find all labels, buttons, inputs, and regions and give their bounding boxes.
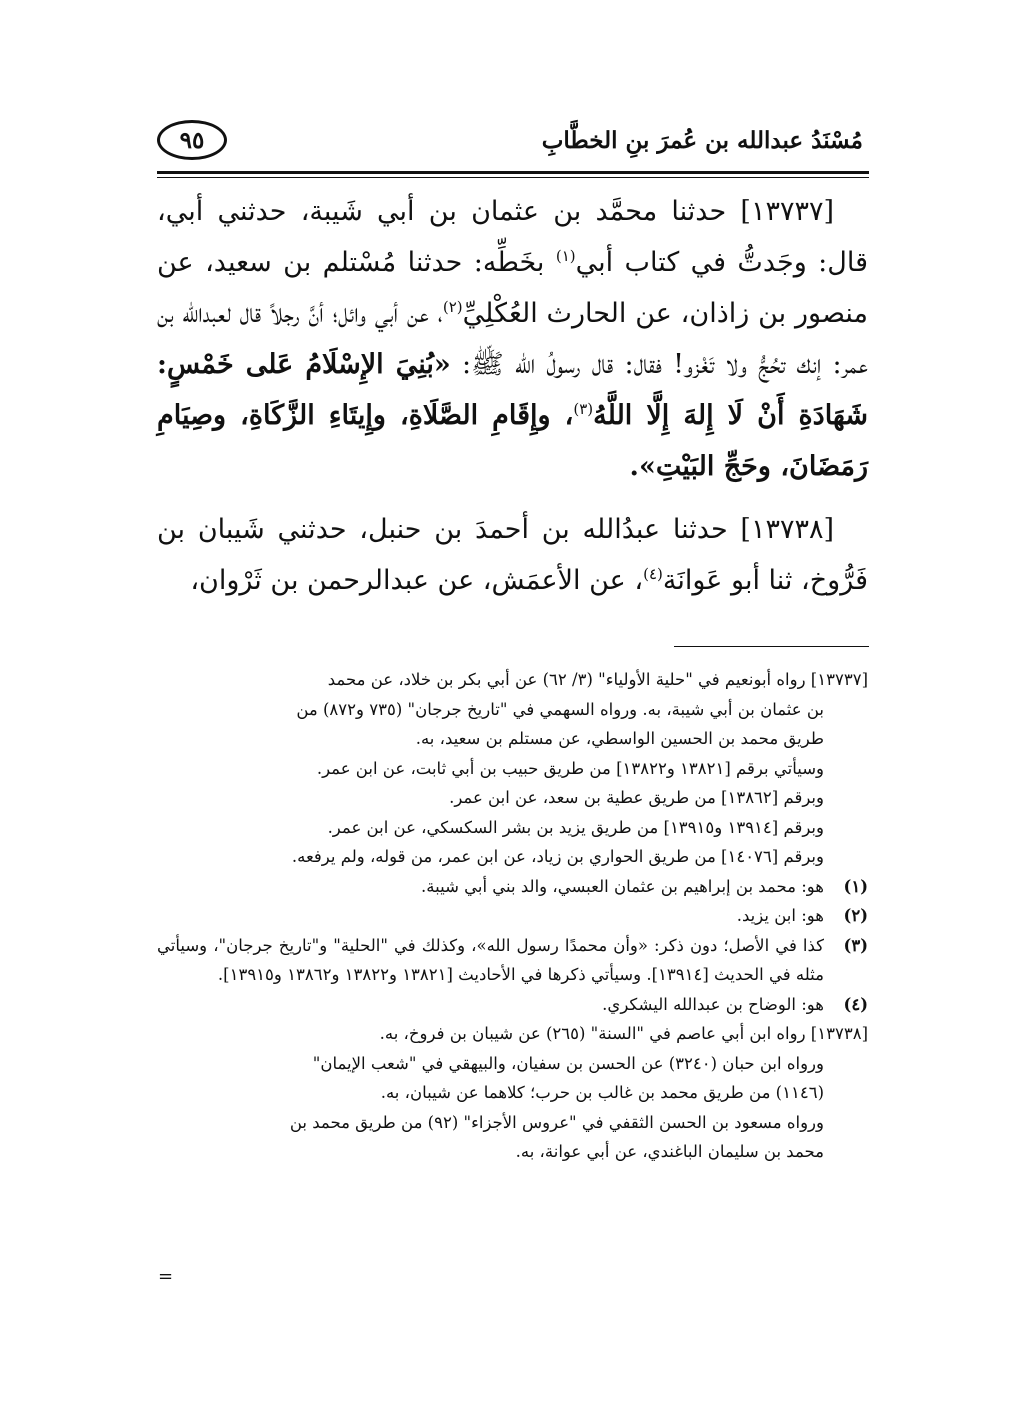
footnote-line: ورواه مسعود بن الحسن الثقفي في "عروس الأجزاء" (٩٢) من طريق محمد بن [289, 1112, 824, 1132]
hadith-13737 [157, 186, 868, 492]
main-text [157, 186, 868, 618]
footnote-label: (٢) [843, 906, 868, 925]
footnote-4 [157, 990, 868, 1020]
continuation-mark: = [158, 1266, 174, 1287]
footnote-line: ورواه ابن حبان (٣٢٤٠) عن الحسن بن سفيان، والبيهقي في "شعب الإيمان" [312, 1053, 824, 1073]
footnote-line: طريق محمد بن الحسين الواسطي، عن مستلم بن سعيد، به. [415, 729, 824, 748]
footnote-ref: (٢) [442, 298, 463, 316]
prophetic-quote: ، وإِقَامِ الصَّلَاةِ، وإِيتَاءِ الزَّكَاةِ، وصِيَامِ رَمَضَانَ، وحَجِّ البَيْتِ». [157, 400, 868, 482]
hadith-number: [١٣٧٣٨] [740, 514, 834, 545]
footnote-line: وبرقم [١٤٠٧٦] من طريق الحواري بن زياد، عن ابن عمر، من قوله، ولم يرفعه. [291, 847, 824, 866]
footnote-3 [157, 931, 868, 990]
footnote-text: هو: محمد بن إبراهيم بن عثمان العبسي، والد بني أبي شيبة. [421, 876, 824, 896]
footnote-ref: (٤) [643, 565, 663, 583]
footnote-label: (٣) [843, 935, 868, 955]
footnote-text: هو: ابن يزيد. [736, 906, 824, 925]
footnotes [157, 665, 868, 1167]
footnote-text: كذا في الأصل؛ دون ذكر: «وأن محمدًا رسول الله»، وكذلك في "الحلية" و"تاريخ جرجان"، وسيأتي مثله في الحديث [١٣٩١٤]. وسيأتي ذكرها في الأحاديث [١٣٨٢١ و١٣٨٢٢ و١٣٨٦٢ و١٣٩١٥]. [157, 935, 824, 984]
hadith-text: بخَطِّه: حدثنا مُسْتلم بن سعيد، عن منصور بن زاذان، عن الحارث العُكْلِيِّ [157, 247, 868, 329]
header-rule-thick [157, 171, 869, 174]
hadith-13738 [157, 504, 868, 606]
hadith-text: ، عن أبي وائل؛ أنَّ رجلاً قال لعبدالله بن عمر: إنك تحُجُّ ولا تَغْزو! فقال: قال رسولُ الله ﷺ: [157, 298, 868, 380]
footnote-line: وبرقم [١٣٩١٤ و١٣٩١٥] من طريق يزيد بن بشر السكسكي، عن ابن عمر. [327, 817, 824, 837]
page-number-oval [157, 120, 227, 160]
footnote-line: (١١٤٦) من طريق محمد بن غالب بن حرب؛ كلاهما عن شيبان، به. [380, 1083, 824, 1102]
running-header-title: مُسْنَدُ عبدالله بن عُمرَ بنِ الخطَّابِ [541, 127, 863, 154]
footnote-ref: (٣) [573, 400, 594, 418]
footnote-line: وبرقم [١٣٨٦٢] من طريق عطية بن سعد، عن ابن عمر. [449, 788, 824, 807]
hadith-text: ، عن الأعمَش، عن عبدالرحمن بن ثَرْوان، [190, 565, 644, 596]
footnote-label: (١) [843, 876, 868, 896]
footnote-line: [١٣٧٣٨] رواه ابن أبي عاصم في "السنة" (٢٦٥) عن شيبان بن فروخ، به. [379, 1024, 868, 1043]
footnote-ref: (١) [555, 247, 576, 265]
footnote-text: هو: الوضاح بن عبدالله اليشكري. [602, 994, 824, 1014]
footnote-line: [١٣٧٣٧] رواه أبونعيم في "حلية الأولياء" (٣/ ٦٢) عن أبي بكر بن خلاد، عن محمد [327, 670, 868, 689]
footnote-1 [157, 872, 868, 902]
footnote-separator [674, 646, 869, 647]
footnote-line: بن عثمان بن أبي شيبة، به. ورواه السهمي في "تاريخ جرجان" (٧٣٥ و٨٧٢) من [296, 699, 824, 719]
hadith-text: حدثنا محمَّد بن عثمان بن أبي شَيبة، حدثني أبي، قال: وجَدتُّ في كتاب أبي [157, 196, 868, 278]
hadith-number: [١٣٧٣٧] [740, 196, 834, 227]
hadith-text: حدثنا عبدُالله بن أحمدَ بن حنبل، حدثني شَيبان بن فَرُّوخ، ثنا أبو عَوانَة [157, 514, 868, 596]
footnote-label: (٤) [843, 994, 868, 1014]
footnote-line: وسيأتي برقم [١٣٨٢١ و١٣٨٢٢] من طريق حبيب بن أبي ثابت، عن ابن عمر. [316, 758, 824, 778]
footnote-13738 [157, 1019, 868, 1167]
footnote-2 [157, 901, 868, 931]
header-rule-thin [157, 177, 869, 178]
page-number: ٩٥ [179, 126, 205, 154]
footnote-13737 [157, 665, 868, 872]
footnote-line: محمد بن سليمان الباغندي، عن أبي عوانة، به. [515, 1142, 824, 1161]
prophetic-quote: «بُنِيَ الإِسْلَامُ عَلى خَمْسٍ: شَهَادَةِ أَنْ لَا إِلهَ إِلَّا اللَّهُ [157, 349, 868, 431]
